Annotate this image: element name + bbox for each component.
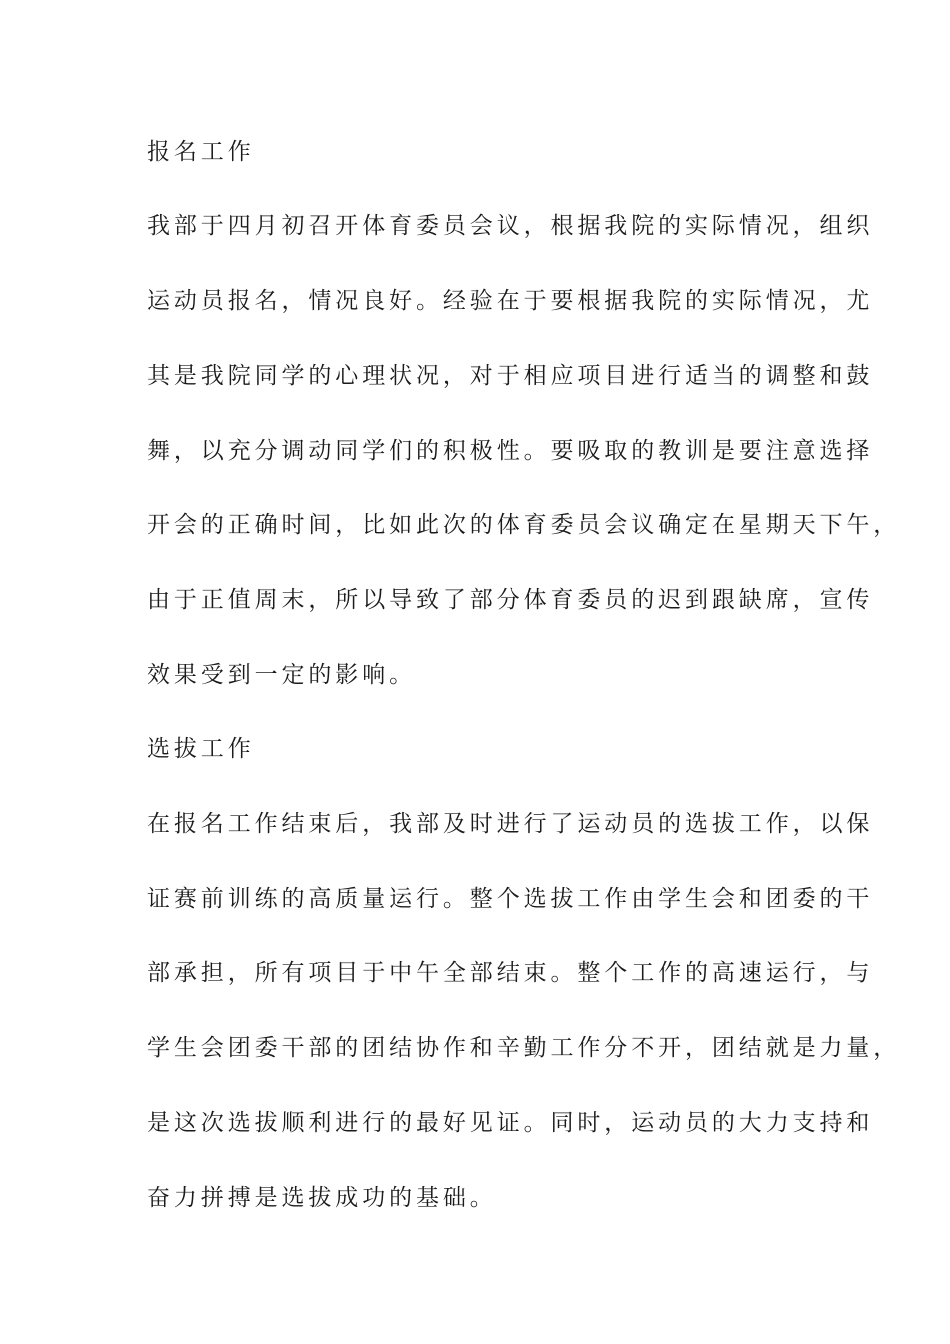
paragraph-line: 其是我院同学的心理状况，对于相应项目进行适当的调整和鼓 <box>147 363 874 389</box>
paragraph-line: 证赛前训练的高质量运行。整个选拔工作由学生会和团委的干 <box>147 886 874 912</box>
paragraph-line: 由于正值周末，所以导致了部分体育委员的迟到跟缺席，宣传 <box>147 587 874 613</box>
section-heading-signup: 报名工作 <box>147 139 255 165</box>
section-heading-selection: 选拔工作 <box>147 736 255 762</box>
paragraph-line: 学生会团委干部的团结协作和辛勤工作分不开，团结就是力量， <box>147 1035 901 1061</box>
paragraph-line: 是这次选拔顺利进行的最好见证。同时，运动员的大力支持和 <box>147 1110 874 1136</box>
paragraph-line: 开会的正确时间，比如此次的体育委员会议确定在星期天下午， <box>147 512 901 538</box>
paragraph-line: 在报名工作结束后，我部及时进行了运动员的选拔工作，以保 <box>147 811 874 837</box>
paragraph-line: 奋力拼搏是选拔成功的基础。 <box>147 1185 497 1211</box>
paragraph-line: 我部于四月初召开体育委员会议，根据我院的实际情况，组织 <box>147 213 874 239</box>
paragraph-line: 舞，以充分调动同学们的积极性。要吸取的教训是要注意选择 <box>147 438 874 464</box>
paragraph-line: 运动员报名，情况良好。经验在于要根据我院的实际情况，尤 <box>147 288 874 314</box>
paragraph-line: 效果受到一定的影响。 <box>147 662 416 688</box>
paragraph-line: 部承担，所有项目于中午全部结束。整个工作的高速运行，与 <box>147 960 874 986</box>
